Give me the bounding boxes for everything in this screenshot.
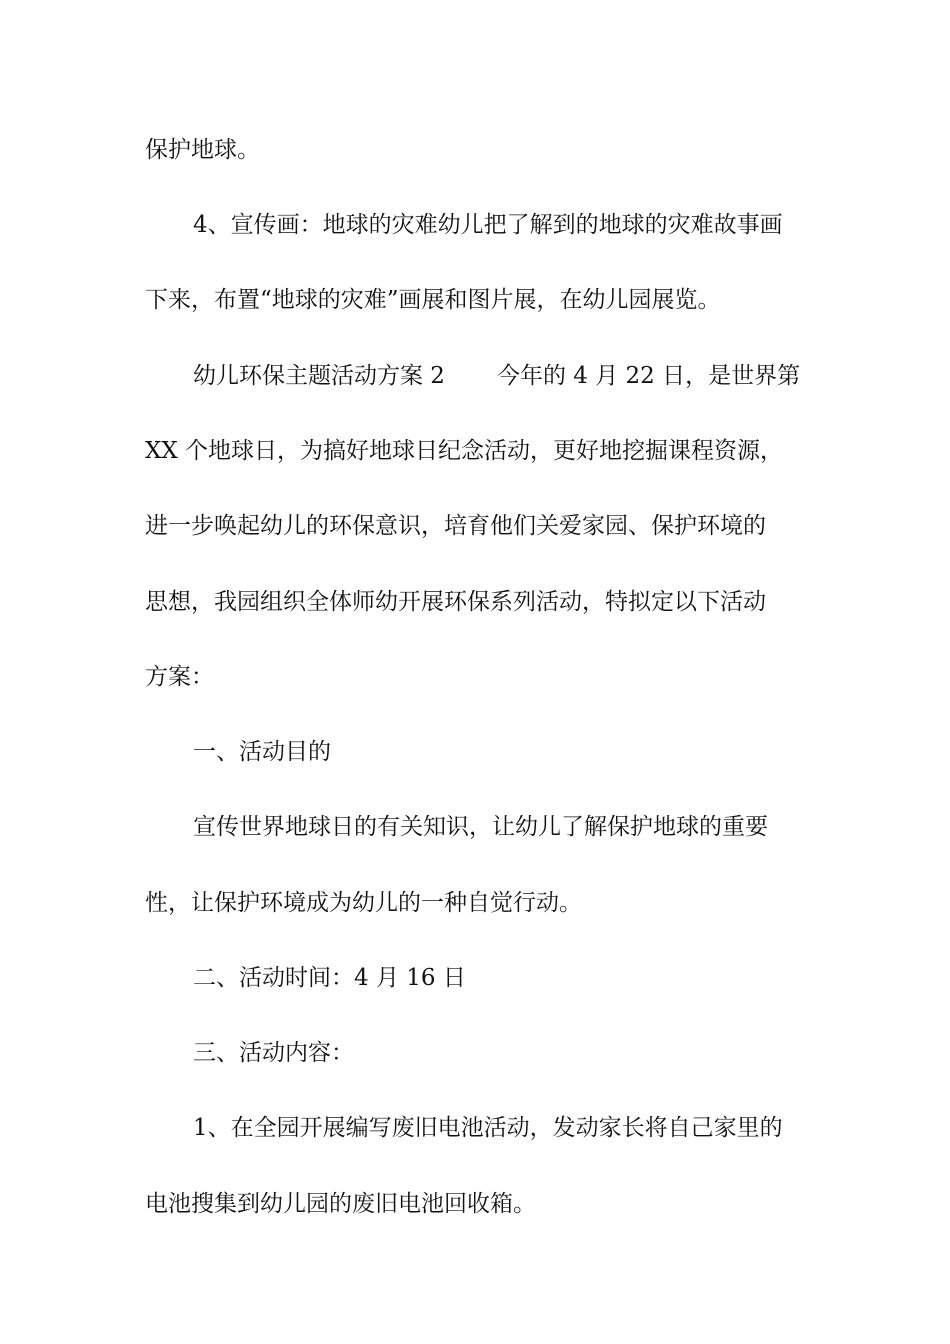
- heading-line: [193, 361, 800, 391]
- paragraph-line: 思想，我园组织全体师幼开展环保系列活动，特拟定以下活动: [145, 589, 766, 615]
- paragraph-line: 下来，布置“地球的灾难”画展和图片展，在幼儿园展览。: [145, 287, 721, 313]
- paragraph-line: 4、宣传画：地球的灾难幼儿把了解到的地球的灾难故事画: [193, 212, 783, 238]
- paragraph-line: 性，让保护环境成为幼儿的一种自觉行动。: [145, 890, 582, 916]
- paragraph-line: 电池搜集到幼儿园的废旧电池回收箱。: [145, 1191, 536, 1217]
- paragraph-line: 1、在全园开展编写废旧电池活动，发动家长将自己家里的: [193, 1115, 783, 1141]
- paragraph-line: 保护地球。: [145, 137, 260, 163]
- section-heading: 二、活动时间：4 月 16 日: [193, 965, 466, 991]
- section-heading: 三、活动内容：: [193, 1040, 354, 1066]
- paragraph-line: 进一步唤起幼儿的环保意识，培育他们关爱家园、保护环境的: [145, 513, 766, 539]
- paragraph-line: 宣传世界地球日的有关知识，让幼儿了解保护地球的重要: [193, 814, 768, 840]
- paragraph-line: 方案：: [145, 664, 214, 690]
- section-title: 幼儿环保主题活动方案 2: [193, 363, 445, 389]
- section-heading: 一、活动目的: [193, 739, 331, 765]
- paragraph-line: XX 个地球日，为搞好地球日纪念活动，更好地挖掘课程资源，: [145, 438, 784, 464]
- paragraph-start: 今年的 4 月 22 日，是世界第: [496, 363, 801, 389]
